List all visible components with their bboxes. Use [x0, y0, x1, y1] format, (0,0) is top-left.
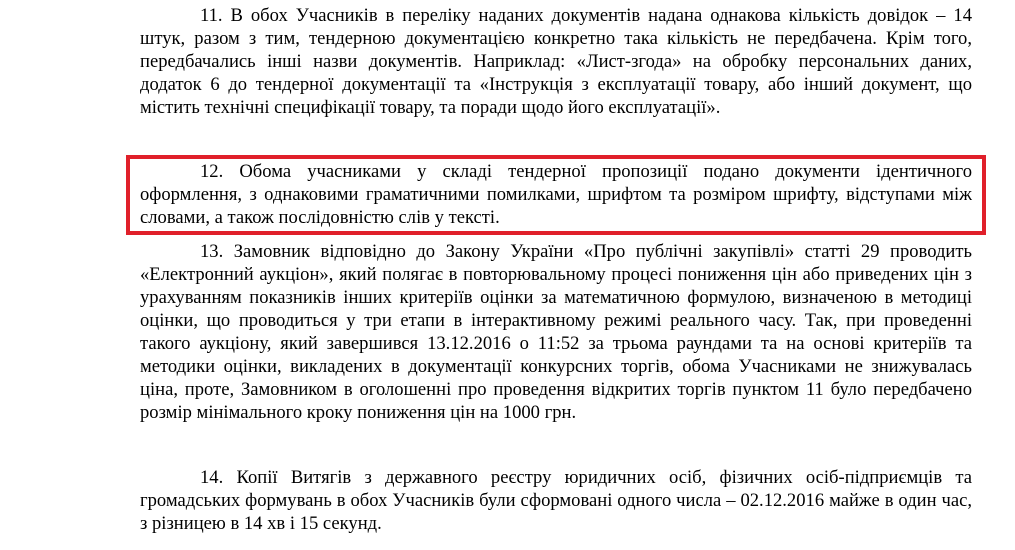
paragraph-number: 12. — [200, 161, 224, 182]
paragraph-text: В обох Учасників в переліку наданих документів надана однакова кількість довідок – 14 штук, разом з тим, тендерною документацією конкретно така кількість не передбачена. Крім того, передбачались інші назви документів. Наприклад: «Лист-згода» на обробку персональних даних, додаток 6 до тендерної документації та «Інструкція з експлуатації товару, або інший документ, що містить технічні специфікації товару, та поради щодо його експлуатації». — [140, 5, 972, 118]
paragraph-13 — [140, 240, 972, 424]
paragraph-text: Обома учасниками у складі тендерної пропозиції подано документи ідентичного оформлення, з однаковими граматичними помилками, шрифтом та розміром шрифту, відступами між словами, а також послідовністю слів у тексті. — [140, 161, 972, 228]
paragraph-12 — [140, 160, 972, 229]
paragraph-11 — [140, 4, 972, 119]
paragraph-number: 13. — [200, 241, 224, 262]
paragraph-number: 14. — [200, 467, 224, 488]
paragraph-text: Замовник відповідно до Закону України «Про публічні закупівлі» статті 29 проводить «Електронний аукціон», який полягає в повторювальному процесі пониження цін або приведених цін з урахуванням показників інших критеріїв оцінки за математичною формулою, визначеною в методиці оцінки, що проводиться у три етапи в інтерактивному режимі реального часу. Так, при проведенні такого аукціону, який завершився 13.12.2016 о 11:52 за трьома раундами та на основі критеріїв та методики оцінки, викладених в документації конкурсних торгів, обома Учасниками не знижувалась ціна, проте, Замовником в оголошенні про проведення відкритих торгів пунктом 11 було передбачено розмір мінімального кроку пониження цін на 1000 грн. — [140, 241, 972, 423]
paragraph-text: Копії Витягів з державного реєстру юридичних осіб, фізичних осіб-підприємців та громадських формувань в обох Учасників були сформовані одного числа – 02.12.2016 майже в один час, з різницею в 14 хв і 15 секунд. — [140, 467, 972, 534]
paragraph-number: 11. — [200, 5, 223, 26]
paragraph-14 — [140, 466, 972, 535]
